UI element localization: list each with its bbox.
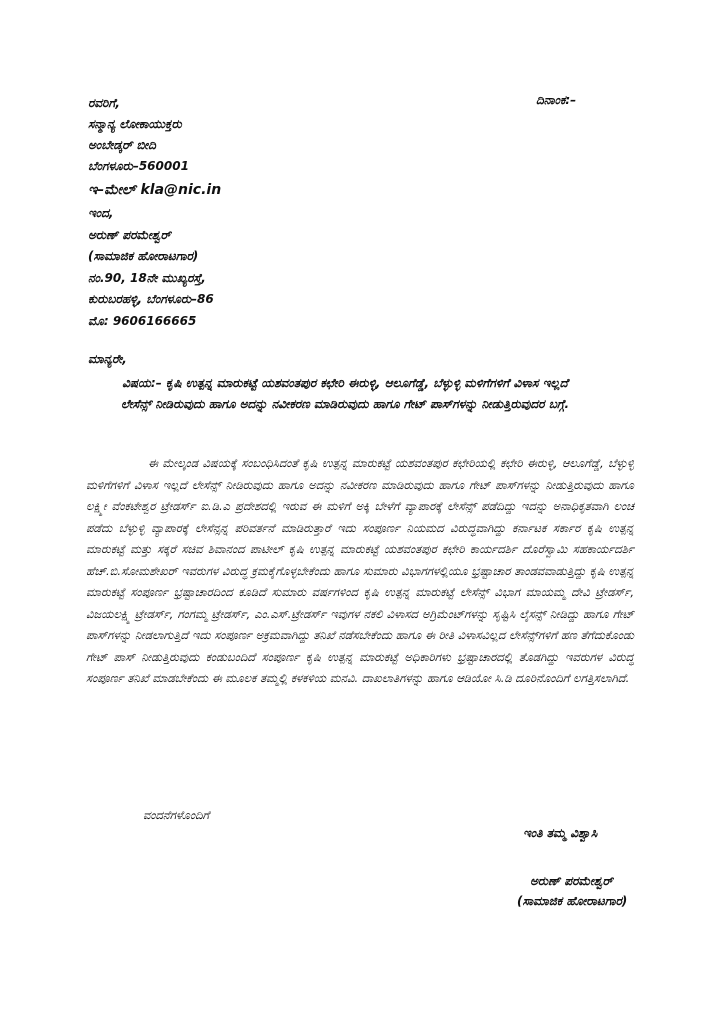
signature-role: (ಸಾಮಾಜಿಕ ಹೋರಾಟಗಾರ): [517, 894, 628, 908]
letter-body: [86, 453, 634, 690]
closing-text: ವಂದನೆಗಳೊಂದಿಗೆ: [143, 808, 210, 822]
recipient-email: ಇ–ಮೇಲ್ kla@nic.in: [88, 182, 222, 198]
sender-line: (ಸಾಮಾಜಿಕ ಹೋರಾಟಗಾರ): [88, 249, 199, 263]
sender-line: ನಂ.90, 18ನೇ ಮುಖ್ಯರಸ್ತೆ,: [88, 270, 206, 285]
date-label: ದಿನಾಂಕ:–: [536, 93, 577, 107]
sender-line: ಅರುಣ್ ಪರಮೇಶ್ವರ್: [88, 227, 171, 242]
recipient-line: ಅಂಬೇಡ್ಕರ್ ಬೀದಿ: [88, 138, 156, 152]
signature-name: ಅರುಣ್ ಪರಮೇಶ್ವರ್: [530, 874, 613, 888]
salutation: ಮಾನ್ಯರೇ,: [88, 352, 127, 366]
recipient-line: ಸನ್ಮಾನ್ಯ ಲೋಕಾಯುಕ್ತರು: [88, 117, 182, 131]
subject-line: ವಿಷಯ:– ಕೃಷಿ ಉತ್ಪನ್ನ ಮಾರುಕಟ್ಟೆ ಯಶವಂತಪುರ ಕಛೇರಿ ಈರುಳ್ಳಿ, ಆಲೂಗೆಡ್ಡೆ, ಬೆಳ್ಳುಳ್ಳಿ ಮಳಿಗೆಗಳಿಗೆ ವಿಳಾಸ ಇಲ್ಲದೆ ಲೇಸೆನ್ಸ್ ನೀಡಿರುವುದು ಹಾಗೂ ಅದನ್ನು ನವೀಕರಣ ಮಾಡಿರುವುದು ಹಾಗೂ ಗೇಟ್ ಪಾಸ್‌ಗಳನ್ನು ನೀಡುತ್ತಿರುವುದರ ಬಗ್ಗೆ.: [120, 376, 570, 411]
sender-line: ಇಂದ,: [88, 206, 114, 220]
sender-line: ಕುರುಬರಹಳ್ಳಿ, ಬೆಂಗಳೂರು–86: [88, 292, 214, 306]
yours-faithfully: ಇಂತಿ ತಮ್ಮ ವಿಶ್ವಾಸಿ: [523, 826, 598, 840]
recipient-line: ರವರಿಗೆ,: [88, 96, 120, 110]
sender-address: [88, 203, 214, 332]
body-paragraph: ಈ ಮೇಲ್ಕಂಡ ವಿಷಯಕ್ಕೆ ಸಂಬಂಧಿಸಿದಂತೆ ಕೃಷಿ ಉತ್ಪನ್ನ ಮಾರುಕಟ್ಟೆ ಯಶವಂತಪುರ ಕಛೇರಿಯಲ್ಲಿ ಕಛೇರಿ ಈರುಳ್ಳಿ, ಆಲೂಗೆಡ್ಡೆ, ಬೆಳ್ಳುಳ್ಳಿ ಮಳಿಗೆಗಳಿಗೆ ವಿಳಾಸ ಇಲ್ಲದೆ ಲೇಸೆನ್ಸ್ ನೀಡಿರುವುದು ಹಾಗೂ ಅದನ್ನು ನವೀಕರಣ ಮಾಡಿರುವುದು ಹಾಗೂ ಗೇಟ್ ಪಾಸ್‌ಗಳನ್ನು ನೀಡುತ್ತಿರುವುದು ಹಾಗೂ ಲಕ್ಷ್ಮೀ ವೆಂಕಟೇಶ್ವರ ಟ್ರೇಡರ್ಸ್ ಐ.ಡಿ.ಎ ಪ್ರದೇಶದಲ್ಲಿ ಇರುವ ಈ ಮಳಿಗೆ ಅಕ್ಕಿ ಬೇಳೆಗೆ ವ್ಯಾಪಾರಕ್ಕೆ ಲೇಸೆನ್ಸ್ ಪಡೆದಿದ್ದು ಇದನ್ನು ಅನಾಧಿಕೃತವಾಗಿ ಲಂಚ ಪಡೆದು ಬೆಳ್ಳುಳ್ಳಿ ವ್ಯಾಪಾರಕ್ಕೆ ಲೇಸೆನ್ಸನ್ನ ಪರಿವರ್ತನೆ ಮಾಡಿರುತ್ತಾರೆ ಇದು ಸಂಪೂರ್ಣ ನಿಯಮದ ವಿರುದ್ಧವಾಗಿದ್ದು ಕರ್ನಾಟಕ ಸರ್ಕಾರ ಕೃಷಿ ಉತ್ಪನ್ನ ಮಾರುಕಟ್ಟೆ ಮತ್ತು ಸಕ್ಕರೆ ಸಚಿವ ಶಿವಾನಂದ ಪಾಟೀಲ್ ಕೃಷಿ ಉತ್ಪನ್ನ ಮಾರುಕಟ್ಟೆ ಯಶವಂತಪುರ ಕಛೇರಿ ಕಾರ್ಯದರ್ಶಿ ದೊರೆಸ್ವಾಮಿ ಸಹಕಾರ್ಯದರ್ಶಿ ಹೆಚ್.ಬಿ.ಸೋಮಶೇಖರ್ ಇವರುಗಳ ವಿರುದ್ಧ ಕ್ರಮಕೈಗೊಳ್ಳಬೇಕೆಂದು ಹಾಗೂ ಸುಮಾರು ವಿಭಾಗಗಳಲ್ಲಿಯೂ ಭ್ರಷ್ಟಾಚಾರ ತಾಂಡವವಾಡುತ್ತಿದ್ದು ಕೃಷಿ ಉತ್ಪನ್ನ ಮಾರುಕಟ್ಟೆ ಸಂಪೂರ್ಣ ಭ್ರಷ್ಟಾಚಾರದಿಂದ ಕೂಡಿದೆ ಸುಮಾರು ವರ್ಷಗಳಿಂದ ಕೃಷಿ ಉತ್ಪನ್ನ ಮಾರುಕಟ್ಟೆ ಲೇಸೆನ್ಸ್ ವಿಭಾಗ ಮಾಯಮ್ಮ ದೇವಿ ಟ್ರೇಡರ್ಸ್, ವಿಜಯಲಕ್ಷ್ಮಿ ಟ್ರೇಡರ್ಸ್, ಗಂಗಮ್ಮ ಟ್ರೇಡರ್ಸ್, ಎಂ.ಎಸ್.ಟ್ರೇಡರ್ಸ್ ಇವುಗಳ ನಕಲಿ ವಿಳಾಸದ ಅಗ್ರಿಮೆಂಟ್‌ಗಳನ್ನು ಸೃಷ್ಟಿಸಿ ಲೈಸನ್ಸ್ ನೀಡಿದ್ದು ಹಾಗೂ ಗೇಟ್ ಪಾಸ್‌ಗಳನ್ನು ನೀಡಲಾಗುತ್ತಿದೆ ಇದು ಸಂಪೂರ್ಣ ಅಕ್ರಮವಾಗಿದ್ದು ತನಿಖೆ ನಡೆಸಬೇಕೆಂದು ಹಾಗೂ ಈ ರೀತಿ ವಿಳಾಸವಿಲ್ಲದ ಲೇಸೆನ್ಸ್‌ಗಳಿಗೆ ಹಣ ತೆಗೆದುಕೊಂಡು ಗೇಟ್ ಪಾಸ್ ನೀಡುತ್ತಿರುವುದು ಕಂಡುಬಂದಿದೆ ಸಂಪೂರ್ಣ ಕೃಷಿ ಉತ್ಪನ್ನ ಮಾರುಕಟ್ಟೆ ಅಧಿಕಾರಿಗಳು ಭ್ರಷ್ಟಾಚಾರದಲ್ಲಿ ತೊಡಗಿದ್ದು ಇವರುಗಳ ವಿರುದ್ಧ ಸಂಪೂರ್ಣ ತನಿಖೆ ಮಾಡಬೇಕೆಂದು ಈ ಮೂಲಕ ತಮ್ಮಲ್ಲಿ ಕಳಕಳಿಯ ಮನವಿ. ದಾಖಲಾತಿಗಳನ್ನು ಹಾಗೂ ಆಡಿಯೋ ಸಿ.ಡಿ ದೂರಿನೊಂದಿಗೆ ಲಗತ್ತಿಸಲಾಗಿದೆ.: [86, 456, 634, 685]
recipient-line: ಬೆಂಗಳೂರು–560001: [88, 159, 189, 173]
recipient-address: [88, 93, 221, 201]
sender-line: ಮೊ: 9606166665: [88, 313, 197, 328]
